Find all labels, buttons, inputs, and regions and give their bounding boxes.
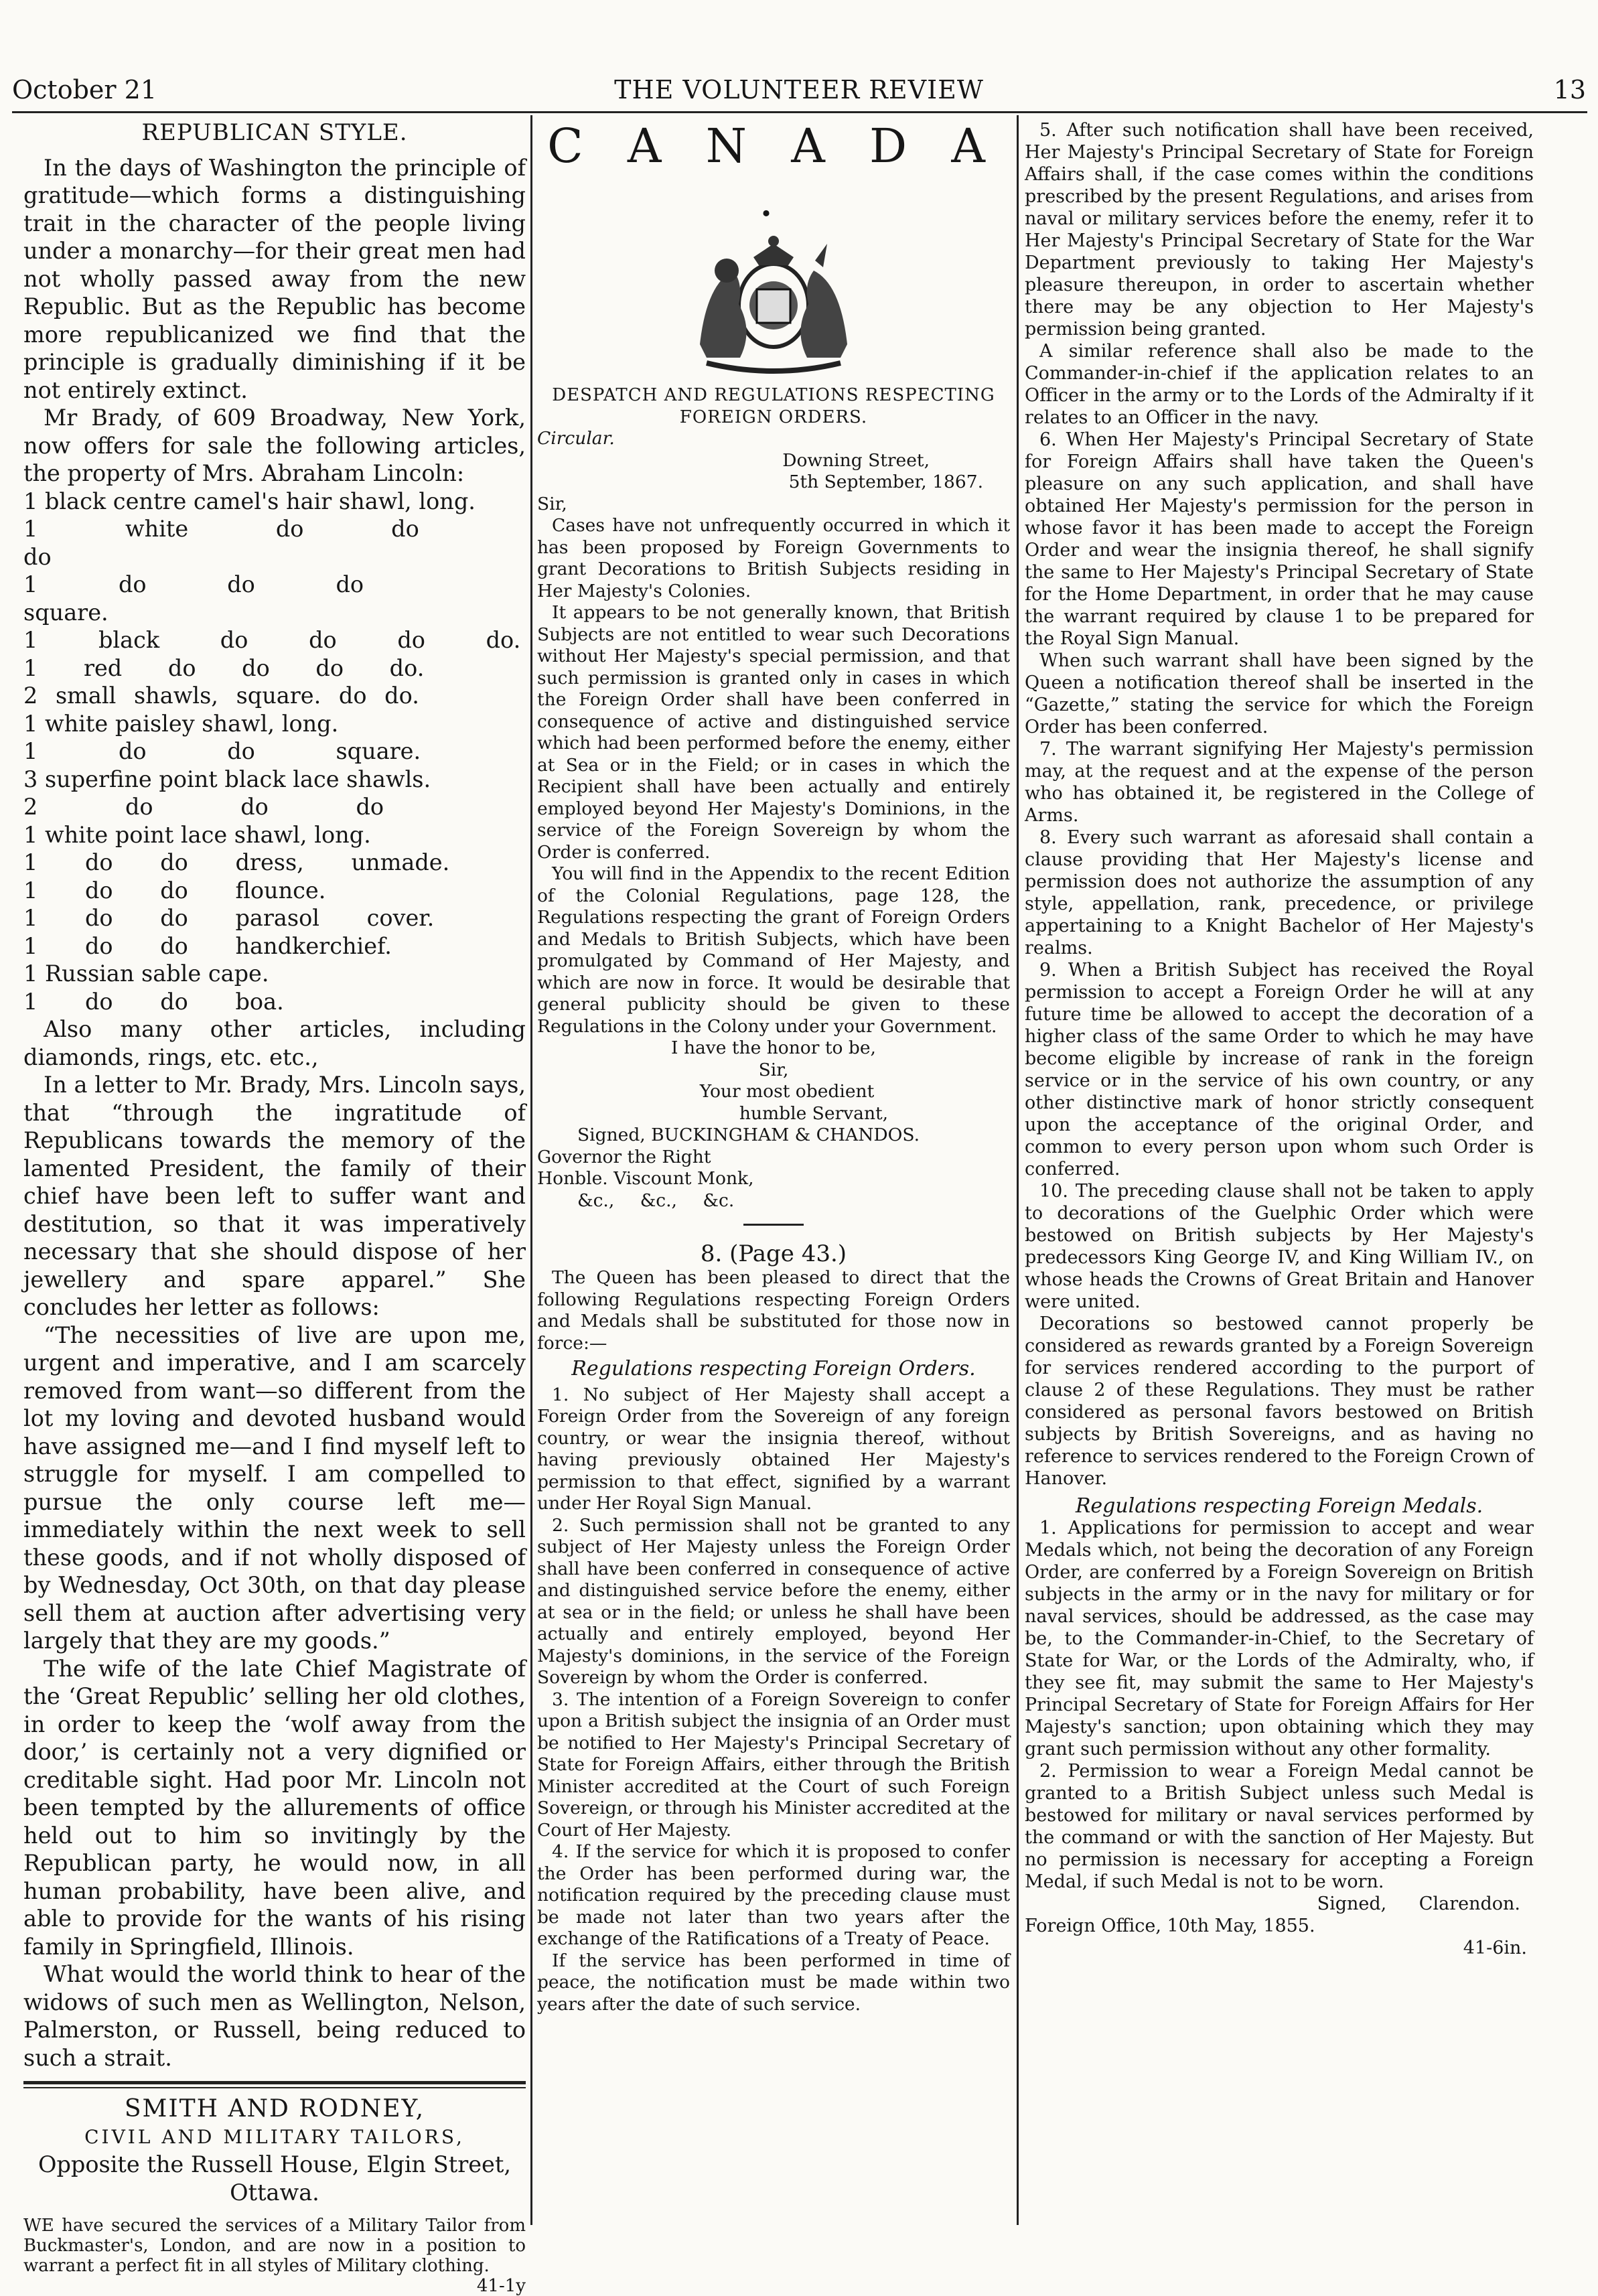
article-paragraph: The wife of the late Chief Magistrate of the ‘Great Republic’ selling her old clothes, in order to keep the ‘wolf away from the door,’ is certainly not a very dignified or creditable sight. Had poor Mr. Lincoln not been tempted by the allurements of office held out to him so invitingly by the Republican party, he would now, in all human probability, have been alive, and able to provide for the wants of his rising family in Springfield, Illinois.: [23, 1655, 526, 1960]
regulation-clause: If the service has been performed in time of peace, the notification must be made within two years after the date of such service.: [537, 1950, 1010, 2015]
regulation-clause: When such warrant shall have been signed by the Queen a notification thereof shall be inserted in the “Gazette,” stating the service for which the Foreign Order has been conferred.: [1025, 650, 1534, 737]
middle-column: [537, 119, 1010, 2229]
articles-list: [23, 488, 526, 1016]
list-item: 1 red do do do do.: [23, 654, 425, 681]
right-column: [1025, 119, 1534, 2229]
article-heading: REPUBLICAN STYLE.: [141, 119, 408, 146]
list-item: 1 do do do square.: [23, 571, 364, 626]
ad-reference: 41-1y: [476, 2276, 526, 2296]
list-item: 1 black do do do do.: [23, 627, 521, 653]
article-paragraph: In the days of Washington the principle of gratitude—which forms a distinguishing trait in the character of the people living under a monarchy—for their great men had not wholly passed away from the new Republic. But as the Republic has become more republicanized we find that the principle is gradually diminishing if it be not entirely extinct.: [23, 154, 526, 403]
list-item: 1 do do dress, unmade.: [23, 849, 450, 875]
list-item: 3 superfine point black lace shawls.: [23, 766, 431, 792]
regulation-clause: 9. When a British Subject has received the Royal permission to accept a Foreign Order he will at any future time be allowed to accept the decoration of a higher class of the same Order to which he may have become eligible by increase of rank in the foreign service or in the service of his own country, or any other distinctive mark of honor strictly consequent upon the acceptance of the original Order, and common to every person upon whom such Order is conferred.: [1025, 960, 1534, 1179]
regulation-intro: The Queen has been pleased to direct that the following Regulations respecting Foreign Orders and Medals shall be substituted for those now in force:—: [537, 1267, 1010, 1354]
letter-date: 5th September, 1867.: [788, 472, 983, 492]
column-rule-right: [1017, 115, 1019, 2225]
page-reference: 8. (Page 43.): [700, 1240, 847, 1267]
regulation-reference: 41-6in.: [1463, 1938, 1527, 1958]
list-item: 1 white paisley shawl, long.: [23, 710, 339, 737]
regulation-office: Foreign Office, 10th May, 1855.: [1025, 1916, 1315, 1936]
letter-paragraph: You will find in the Appendix to the recent Edition of the Colonial Regulations, page 128, the Regulations respecting the grant of Foreign Orders and Medals to British Subjects, which have been promulgated by Command of Her Majesty, and which are now in force. It would be desirable that general publicity should be given to these Regulations in the Colony under your Government.: [537, 863, 1010, 1037]
regulation-clause: 2. Such permission shall not be granted to any subject of Her Majesty unless the Foreign Order shall have been conferred in consequence of active and distinguished service before the enemy, either at sea or in the field; or unless he shall have been actually and entirely employed, beyond Her Majesty's dominions, in the service of the Foreign Sovereign by whom the Order is conferred.: [537, 1514, 1010, 1688]
ad-body: WE have secured the services of a Military Tailor from Buckmaster's, London, and are now in a position to warrant a perfect fit in all styles of Military clothing.: [23, 2216, 526, 2276]
list-item: 1 do do handkerchief.: [23, 932, 392, 959]
article-paragraph: What would the world think to hear of the widows of such men as Wellington, Nelson, Palmerston, or Russell, being reduced to such a strait.: [23, 1961, 526, 2071]
letter-salutation: Sir,: [537, 493, 567, 514]
royal-coat-of-arms-icon: [660, 230, 887, 378]
list-item: 1 do do flounce.: [23, 877, 326, 904]
page-number: 13: [1553, 75, 1586, 104]
article-paragraph: In a letter to Mr. Brady, Mrs. Lincoln says, that “through the ingratitude of Republicans towards the memory of the lamented President, the family of their chief have been left to suffer want and destitution, so that it was imperatively necessary that she should dispose of her jewellery and spare apparel.” She concludes her letter as follows:: [23, 1072, 526, 1320]
regulation-clause: A similar reference shall also be made to the Commander-in-chief if the application relates to an Officer in the army or to the Lords of the Admiralty if it relates to an Officer in the navy.: [1025, 341, 1534, 428]
regulation-clause: 10. The preceding clause shall not be taken to apply to decorations of the Guelphic Order which were bestowed on British subjects by Her Majesty's predecessors King George IV, and King William IV., on whose heads the Crowns of Great Britain and Hanover were united.: [1025, 1181, 1534, 1312]
column-rule-left: [530, 115, 532, 2225]
running-head-title: THE VOLUNTEER REVIEW: [614, 75, 984, 104]
regulation-clause: 2. Permission to wear a Foreign Medal cannot be granted to a British Subject unless such Medal is bestowed for military or naval services performed by the command or with the sanction of Her Majesty. But no permission is necessary for accepting a Foreign Medal, if such Medal is not to be worn.: [1025, 1761, 1534, 1892]
regulation-signature: Signed, Clarendon.: [1317, 1893, 1520, 1914]
running-head-date: October 21: [12, 75, 157, 104]
section-title: C A N A D A .: [547, 119, 1000, 227]
list-item: 1 white do do do: [23, 516, 419, 570]
regulation-clause: 1. No subject of Her Majesty shall accept a Foreign Order from the Sovereign of any foreign country, or wear the insignia thereof, without having previously obtained Her Majesty's permission to that effect, signified by a warrant under Her Royal Sign Manual.: [537, 1384, 1010, 1514]
regulation-clause: 8. Every such warrant as aforesaid shall contain a clause providing that Her Majesty's license and permission does not authorize the assumption of any style, appellation, rank, precedence, or privilege appertaining to a Knight Bachelor of Her Majesty's realms.: [1025, 827, 1534, 958]
advertisement: [23, 2095, 526, 2296]
list-item: 2 do do do: [23, 794, 384, 820]
ad-city: Ottawa.: [230, 2179, 319, 2206]
section-divider: [743, 1224, 804, 1226]
letter-paragraph: Cases have not unfrequently occurred in which it has been proposed by Foreign Governments to grant Decorations to British Subjects residing in Her Majesty's Colonies.: [537, 515, 1010, 601]
letter-signature: Signed, BUCKINGHAM & CHANDOS.: [577, 1125, 920, 1145]
list-item: 2 small shawls, square. do do.: [23, 683, 419, 709]
regulation-clause: 4. If the service for which it is proposed to confer the Order has been performed during war, the notification required by the preceding clause must be made not later than two years after the exchange of the Ratifications of a Treaty of Peace.: [537, 1841, 1010, 1949]
ad-address: Opposite the Russell House, Elgin Street,: [38, 2151, 511, 2177]
regulation-clause: 1. Applications for permission to accept and wear Medals which, not being the decoration of any Foreign Order, are conferred by a Foreign Sovereign on British subjects in the army or in the navy for military or for naval services, should be addressed, as the case may be, to the Commander-in-Chief, to the Secretary of State for War, or the Lords of the Admiralty, who, if they see fit, may submit the same to Her Majesty's Principal Secretary of State for Foreign Affairs for Her Majesty's sanction; upon obtaining which they may grant such permission without any other formality.: [1025, 1518, 1534, 1760]
ad-double-rule: [23, 2081, 526, 2088]
letter-paragraph: It appears to be not generally known, that British Subjects are not entitled to wear such Decorations without Her Majesty's special permission, and that such permission is granted only in cases in which the Foreign Order shall have been conferred in consequence of active and distinguished service which had been performed before the enemy, either at Sea or in the Field; or in cases in which the Recipient shall have been actually and entirely employed beyond Her Majesty's Dominions, in the service of the Foreign Sovereign by whom the Order is conferred.: [537, 602, 1010, 863]
header-rule: [12, 111, 1587, 113]
regulation-clause: Decorations so bestowed cannot properly be considered as rewards granted by a Foreign Sovereign for services rendered according to the purport of clause 2 of these Regulations. They must be rather considered as personal favors bestowed on British subjects by British Sovereigns, and as having no reference to services rendered to the Foreign Crown of Hanover.: [1025, 1313, 1534, 1489]
list-item: 1 do do boa.: [23, 988, 284, 1015]
left-column: [23, 119, 526, 2296]
list-item: 1 do do square.: [23, 738, 421, 764]
letter-closing: Your most obedient: [699, 1081, 875, 1102]
list-item: 1 white point lace shawl, long.: [23, 821, 371, 848]
regulation-clause: 3. The intention of a Foreign Sovereign to confer upon a British subject the insignia of an Order must be notified to Her Majesty's Principal Secretary of State for Foreign Affairs, either through the British Minister accredited at the Court of such Foreign Sovereign, or through his Minister accredited at the Court of Her Majesty.: [537, 1689, 1010, 1841]
letter-addressee: &c., &c., &c.: [577, 1190, 735, 1211]
letter-closing: Sir,: [758, 1059, 789, 1080]
regulation-subheading: Regulations respecting Foreign Medals.: [1075, 1494, 1483, 1518]
despatch-heading: DESPATCH AND REGULATIONS RESPECTING FOREIGN ORDERS.: [552, 385, 995, 427]
list-item: 1 do do parasol cover.: [23, 905, 435, 931]
letter-closing: humble Servant,: [739, 1102, 889, 1124]
letter-addressee: Honble. Viscount Monk,: [537, 1168, 754, 1189]
regulation-clause: 5. After such notification shall have been received, Her Majesty's Principal Secretary of State for Foreign Affairs shall, if the case comes within the conditions prescribed by the present Regulations, and arises from naval or military services before the enemy, refer it to Her Majesty's Principal Secretary of State for the War Department previously to taking Her Majesty's pleasure thereupon, in order to ascertain whether there may be any objection to Her Majesty's permission being granted.: [1025, 120, 1534, 340]
letter-quote: “The necessities of live are upon me, urgent and imperative, and I am scarcely removed from want—so different from the lot my loving and devoted husband would have assigned me—and I find myself left to struggle for myself. I am compelled to pursue the only course left me—immediately within the next week to sell these goods, and if not wholly disposed of by Wednesday, Oct 30th, on that day please sell them at auction after advertising very largely that they are my goods.”: [23, 1321, 526, 1654]
article-paragraph: Also many other articles, including diamonds, rings, etc. etc.,: [23, 1016, 526, 1070]
letter-closing: I have the honor to be,: [671, 1037, 876, 1058]
letter-place: Downing Street,: [782, 449, 930, 471]
ad-title: SMITH AND RODNEY,: [124, 2095, 425, 2123]
ad-subtitle: CIVIL AND MILITARY TAILORS,: [84, 2125, 465, 2148]
list-item: 1 black centre camel's hair shawl, long.: [23, 488, 476, 514]
letter-addressee: Governor the Right: [537, 1146, 711, 1167]
list-item: 1 Russian sable cape.: [23, 960, 269, 987]
article-paragraph: Mr Brady, of 609 Broadway, New York, now offers for sale the following articles, the property of Mrs. Abraham Lincoln:: [23, 405, 526, 486]
regulation-clause: 7. The warrant signifying Her Majesty's permission may, at the request and at the expense of the person who has obtained it, be registered in the College of Arms.: [1025, 739, 1534, 826]
circular-label: Circular.: [537, 428, 615, 449]
regulation-subheading: Regulations respecting Foreign Orders.: [571, 1357, 976, 1380]
regulation-clause: 6. When Her Majesty's Principal Secretary of State for Foreign Affairs shall have taken the Queen's pleasure on any such application, and shall have obtained Her Majesty's permission for the person in whose favor it has been made to accept the Foreign Order and wear the insignia thereof, he shall signify the same to Her Majesty's Principal Secretary of State for the Home Department, in order that he may cause the warrant required by clause 1 to be prepared for the Royal Sign Manual.: [1025, 429, 1534, 649]
